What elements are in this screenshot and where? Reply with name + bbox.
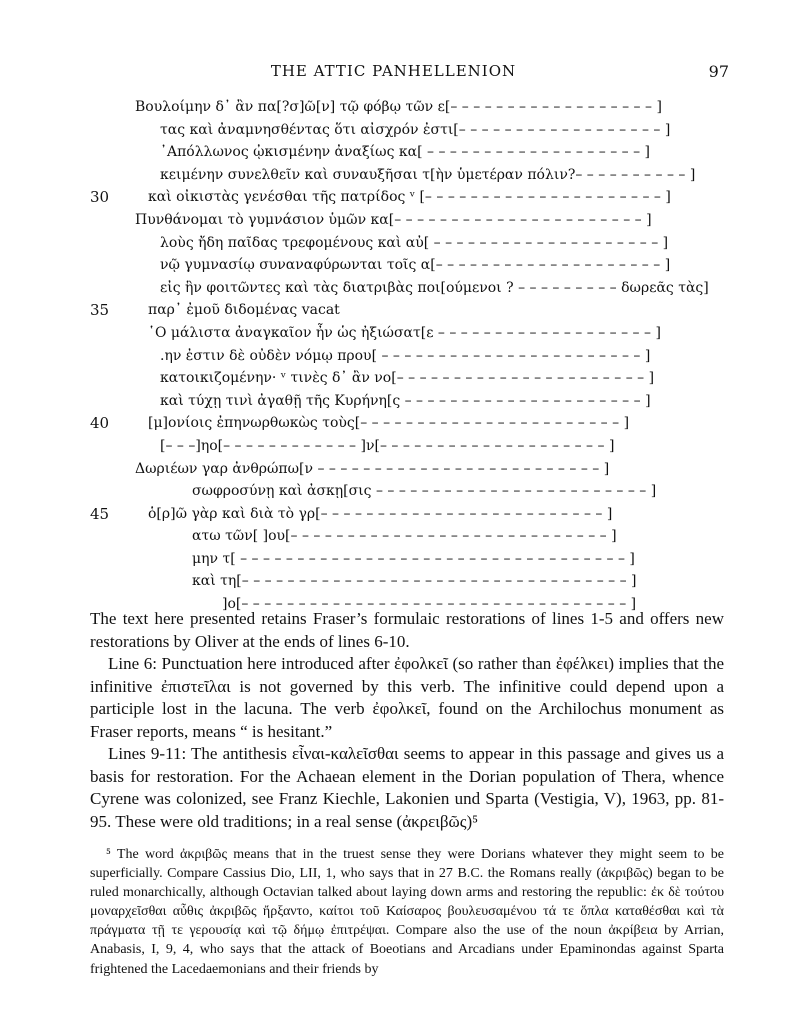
inscription-line [90, 458, 730, 481]
line-text: κειμένην συνελθεῖν καὶ συναυξῆσαι τ[ὴν ὑμετέραν πόλιν?– – – – – – – – – – ] [160, 166, 696, 183]
commentary-paragraph: Lines 9-11: The antithesis εἶναι-καλεῖσθαι seems to appear in this passage and gives us a basis for restoration. For the Achaean element in the Dorian population of Thera, whence Cyrene was colonized, see Franz Kiechle, Lakonien und Sparta (Vestigia, V), 1963, pp. 81-95. These were old traditions; in a real sense (ἀκρειβῶς)⁵ [90, 744, 724, 831]
line-text: Πυνθάνομαι τὸ γυμνάσιον ὑμῶν κα[– – – – – – – – – – – – – – – – – – – – – – ] [135, 211, 652, 228]
inscription-line [90, 186, 730, 209]
line-text: ὁ[ρ]ῶ γὰρ καὶ διὰ τὸ γρ[– – – – – – – – – – – – – – – – – – – – – – – – – ] [148, 505, 613, 522]
footnote-text: ⁵ The word ἀκριβῶς means that in the truest sense they were Dorians whatever they might seem to be superficially. Compare Cassius Dio, LII, 1, who says that in 27 B.C. the Romans really (ἀκριβῶς) began to be ruled monarchically, although Octavian talked about laying down arms and restoring the republic: ἐκ δὲ τούτου μοναρχεῖσθαι αὖθις ἀκριβῶς ἤρξαντο, καίτοι τοῦ Καίσαρος βουλευσαμένου τά τε ὅπλα καταθέσθαι καὶ τὰ πράγματα τῇ τε γερουσίᾳ καὶ τῷ δήμῳ ἐπιτρέψαι. Compare also the use of the noun ἀκρίβεια by Arrian, Anabasis, I, 9, 4, who says that the attack of Boeotians and Arcadians under Epaminondas against Sparta frightened the Lacedaemonians and their friends by [90, 847, 724, 977]
inscription-line [90, 570, 730, 593]
inscription-line [90, 254, 730, 277]
line-text: .ην ἐστιν δὲ οὐδὲν νόμῳ πρου[ – – – – – – – – – – – – – – – – – – – – – – – ] [160, 347, 651, 364]
line-text: λοὺς ἤδη παῖδας τρεφομένους καὶ αὐ[ – – – – – – – – – – – – – – – – – – – – ] [160, 234, 669, 251]
inscription-line [90, 164, 730, 187]
page-number: 97 [708, 62, 729, 81]
commentary-paragraph: The text here presented retains Fraser’s formulaic restorations of lines 1-5 and offers new restorations by Oliver at the ends of lines 6-10. [90, 609, 724, 651]
inscription-line [90, 390, 730, 413]
inscription-line [90, 345, 730, 368]
page-header [0, 62, 787, 84]
line-number: 40 [90, 414, 110, 433]
line-text: καὶ οἰκιστὰς γενέσθαι τῆς πατρίδος ᵛ [– – – – – – – – – – – – – – – – – – – – – ] [148, 189, 671, 206]
commentary-paragraph: Line 6: Punctuation here introduced after ἐφολκεῖ (so rather than ἐφέλκει) implies that the infinitive ἐπιστεῖλαι is not governed by this verb. The infinitive could depend upon a participle lost in the lacuna. The verb ἐφολκεῖ, found on the Archilochus monument as Fraser reports, means “ is hesitant.” [90, 654, 724, 741]
line-text: μην τ[ – – – – – – – – – – – – – – – – – – – – – – – – – – – – – – – – – – ] [192, 550, 635, 567]
line-text: Βουλοίμην δ᾽ ἂν πα[?σ]ῶ[ν] τῷ φόβῳ τῶν ε[– – – – – – – – – – – – – – – – – – ] [135, 99, 662, 115]
line-text: καὶ τύχῃ τινὶ ἀγαθῇ τῆς Κυρήνη[ς – – – – – – – – – – – – – – – – – – – – – ] [160, 392, 651, 409]
line-text: εἰς ἣν φοιτῶντες καὶ τὰς διατριβὰς ποι[ούμενοι ? – – – – – – – – – δωρεᾶς τὰς] [160, 279, 709, 296]
line-text: ]ο[– – – – – – – – – – – – – – – – – – – – – – – – – – – – – – – – – – ] [222, 596, 637, 613]
commentary [90, 608, 724, 833]
running-title: THE ATTIC PANHELLENION [270, 62, 517, 80]
inscription-line [90, 435, 730, 458]
line-text: κατοικιζομένην· ᵛ τινὲς δ᾽ ἂν νο[– – – – – – – – – – – – – – – – – – – – – – ] [160, 370, 655, 387]
line-text: ατω τῶν[ ]ου[– – – – – – – – – – – – – – – – – – – – – – – – – – – – ] [192, 528, 617, 545]
line-text: παρ᾽ ἐμοῦ διδομένας vacat [148, 302, 340, 319]
footnote [90, 845, 724, 979]
line-text: καὶ τη[– – – – – – – – – – – – – – – – – – – – – – – – – – – – – – – – – – ] [192, 573, 637, 590]
line-text: [– – –]ηο[– – – – – – – – – – – – ]ν[– – – – – – – – – – – – – – – – – – – – ] [160, 437, 615, 454]
line-text: τας καὶ ἀναμνησθέντας ὅτι αἰσχρόν ἐστι[– – – – – – – – – – – – – – – – – – ] [160, 121, 671, 138]
inscription-line [90, 322, 730, 345]
inscription-line [90, 209, 730, 232]
line-number: 30 [90, 188, 110, 207]
inscription-line [90, 503, 730, 526]
line-number: 35 [90, 301, 110, 320]
line-text: ᾽Απόλλωνος ᾠκισμένην ἀναξίως κα[ – – – – – – – – – – – – – – – – – – – ] [160, 144, 651, 161]
inscription-line [90, 141, 730, 164]
inscription-line [90, 96, 730, 119]
inscription-line [90, 232, 730, 255]
inscription-line [90, 299, 730, 322]
line-text: [μ]ονίοις ἐπηνωρθωκὼς τοὺς[– – – – – – – – – – – – – – – – – – – – – – – ] [148, 415, 630, 432]
inscription-line [90, 412, 730, 435]
line-text: σωφροσύνῃ καὶ ἀσκῃ[σις – – – – – – – – – – – – – – – – – – – – – – – – ] [192, 483, 657, 500]
inscription-line [90, 548, 730, 571]
line-text: ῾Ο μάλιστα ἀναγκαῖον ἦν ὡς ἠξιώσατ[ε – – – – – – – – – – – – – – – – – – – ] [148, 324, 661, 341]
inscription-line [90, 119, 730, 142]
inscription-line [90, 525, 730, 548]
line-text: Δωριέων γαρ ἀνθρώπω[ν – – – – – – – – – – – – – – – – – – – – – – – – – ] [135, 460, 610, 477]
line-text: νῷ γυμνασίῳ συναναφύρωνται τοῖς α[– – – – – – – – – – – – – – – – – – – – ] [160, 257, 671, 274]
inscription-line [90, 367, 730, 390]
line-number: 45 [90, 504, 110, 523]
inscription-line [90, 277, 730, 300]
inscription-text [90, 96, 730, 616]
inscription-line [90, 480, 730, 503]
